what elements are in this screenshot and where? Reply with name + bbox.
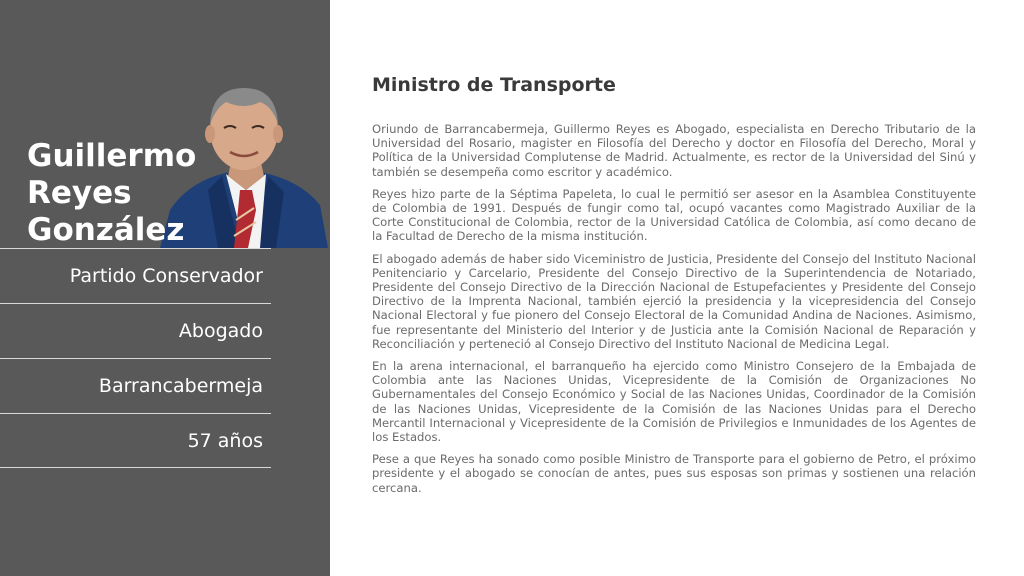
bio-paragraph: Pese a que Reyes ha sonado como posible Ministro de Transporte para el gobierno de Petro, el próximo presidente y el abogado se conocían de antes, pues sus esposas son primas y sostienen una relación cercana. bbox=[372, 452, 976, 495]
biography-content bbox=[372, 72, 976, 503]
bio-paragraph: Reyes hizo parte de la Séptima Papeleta, lo cual le permitió ser asesor en la Asamblea Constituyente de Colombia de 1991. Después de fungir como tal, ocupó vacantes como Magistrado Auxiliar de la Corte Constitucional de Colombia, rector de la Universidad Católica de Colombia, así como decano de la Facultad de Derecho de la misma institución. bbox=[372, 186, 976, 244]
bio-paragraph: Oriundo de Barrancabermeja, Guillermo Reyes es Abogado, especialista en Derecho Tributario de la Universidad del Rosario, magister en Filosofía del Derecho y doctor en Filosofía del Derecho, Moral y Política de la Universidad Complutense de Madrid. Actualmente, es rector de la Universidad del Sinú y también se desempeña como escritor y académico. bbox=[372, 122, 976, 179]
position-title: Ministro de Transporte bbox=[372, 74, 616, 96]
info-birthplace: Barrancabermeja bbox=[0, 358, 271, 413]
profile-sidebar bbox=[0, 0, 330, 576]
name-line-first: Guillermo bbox=[27, 138, 197, 174]
profile-info-list bbox=[0, 248, 271, 468]
bio-paragraph: El abogado además de haber sido Viceministro de Justicia, Presidente del Consejo del Instituto Nacional Penitenciario y Carcelario, Presidente del Consejo Directivo de la Superintendencia de Notariado, Presidente del Consejo Directivo de la Dirección Nacional de Estupefacientes y Presidente del Consejo Directivo de la Imprenta Nacional, también ejerció la presidencia y la vicepresidencia del Consejo Nacional Electoral y fue pionero del Consejo Electoral de la Comunidad Andina de Naciones. Asimismo, fue representante del Ministerio del Interior y de Justicia ante la Comisión Nacional de Reparación y Reconciliación y perteneció al Consejo Directivo del Instituto Nacional de Medicina Legal. bbox=[372, 251, 976, 351]
name-line-last: González bbox=[27, 212, 185, 248]
name-line-middle: Reyes bbox=[27, 175, 132, 211]
info-age: 57 años bbox=[0, 413, 271, 468]
bio-paragraph: En la arena internacional, el barranqueño ha ejercido como Ministro Consejero de la Embajada de Colombia ante las Naciones Unidas, Vicepresidente de la Comisión de Organizaciones No Gubernamentales del Consejo Económico y Social de las Naciones Unidas, Coordinador de la Comisión de las Naciones Unidas, Vicepresidente de la Comisión de las Naciones Unidas para el Derecho Mercantil Internacional y Vicepresidente de la Comisión de Privilegios e Inmunidades de los Agentes de los Estados. bbox=[372, 359, 976, 445]
person-name bbox=[27, 138, 196, 249]
info-profession: Abogado bbox=[0, 303, 271, 358]
info-party: Partido Conservador bbox=[0, 248, 271, 303]
